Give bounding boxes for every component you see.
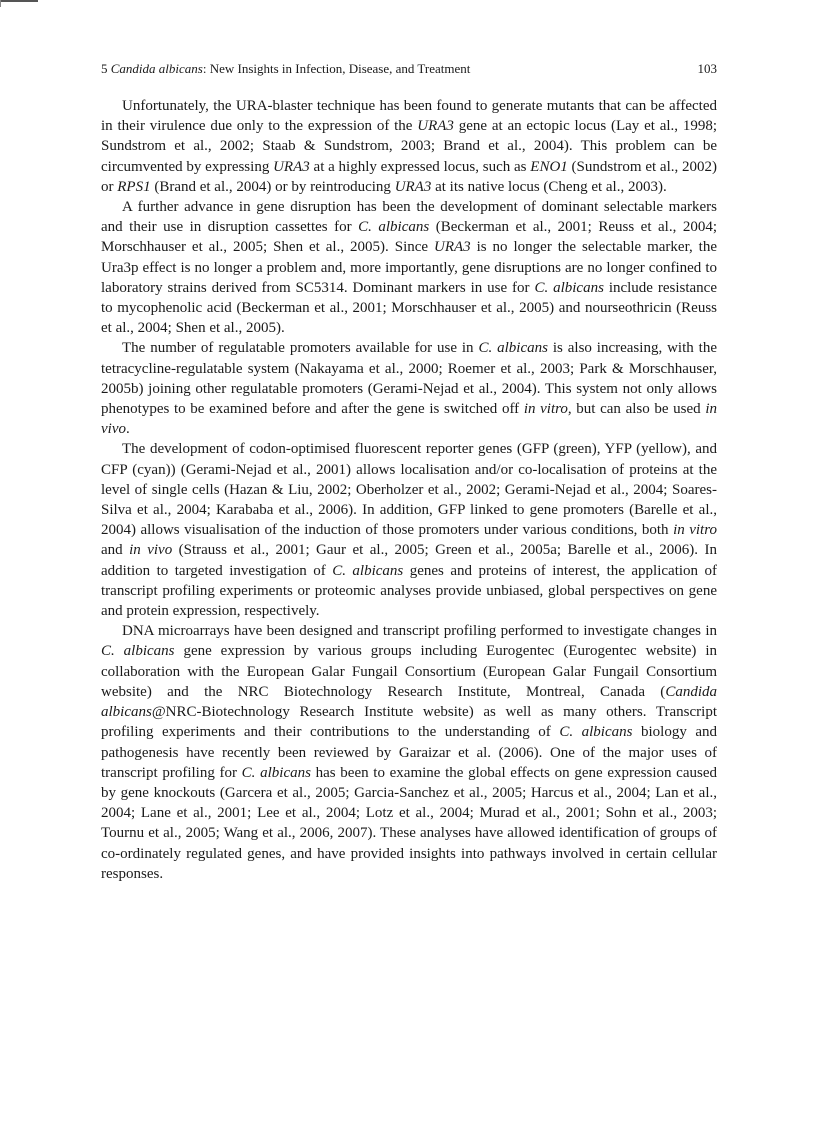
- italic-run: ENO1: [530, 158, 568, 175]
- page-number: 103: [697, 61, 717, 76]
- text-run: include resistance to mycophenolic acid (Beckerman et al., 2001; Morschhauser et al., 2005) and nourseothricin (Reuss et al., 2004; Shen et al., 2005).: [101, 279, 717, 337]
- text-run: (Strauss et al., 2001; Gaur et al., 2005; Green et al., 2005a; Barelle et al., 2006). In addition to targeted investigation of: [101, 542, 717, 579]
- italic-run: C. albicans: [478, 340, 548, 357]
- italic-run: in vivo: [129, 542, 173, 559]
- text-run: has been to examine the global effects on gene expression caused by gene knockouts (Garcera et al., 2005; Garcia-Sanchez et al., 2005; Harcus et al., 2004; Lan et al., 2004; Lane et al., 2001; Lee et al., 2004; Lotz et al., 2004; Murad et al., 2001; Sohn et al., 2003; Tournu et al., 2005; Wang et al., 2006, 2007). These analyses have allowed identification of groups of co-ordinately regulated genes, and have provided insights into pathways involved in certain cellular responses.: [101, 764, 717, 882]
- text-run: (Beckerman et al., 2001; Reuss et al., 2004; Morschhauser et al., 2005; Shen et al., 2005). Since: [101, 219, 717, 256]
- italic-run: URA3: [417, 118, 454, 135]
- body-text: [101, 96, 717, 884]
- italic-run: URA3: [394, 178, 432, 195]
- italic-run: C. albicans: [101, 643, 175, 660]
- paragraph: [101, 197, 717, 338]
- text-run: gene at an ectopic locus (Lay et al., 1998; Sundstrom et al., 2002; Staab & Sundstrom, 2003; Brand et al., 2004). This problem can be circumvented by expressing: [101, 118, 718, 175]
- text-run: DNA microarrays have been designed and transcript profiling performed to investigate changes in: [122, 623, 717, 640]
- crop-mark-vertical: [0, 0, 1, 7]
- italic-run: in vitro: [673, 522, 717, 539]
- text-run: is also increasing, with the tetracycline-regulatable system (Nakayama et al., 2000; Roemer et al., 2003; Park & Morschhauser, 2005b) joining other regulatable promoters (Gerami-Nejad et al., 2004). This system not only allows phenotypes to be examined before and after the gene is switched off: [101, 340, 717, 418]
- chapter-prefix: 5: [101, 61, 111, 76]
- italic-run: C. albicans: [534, 279, 604, 296]
- chapter-title-rest: : New Insights in Infection, Disease, and Treatment: [202, 61, 471, 76]
- text-run: The number of regulatable promoters available for use in: [122, 340, 479, 357]
- text-run: genes and proteins of interest, the application of transcript profiling experiments or proteomic analyses provide unbiased, global perspectives on gene and protein expression, respectively.: [101, 562, 717, 620]
- text-run: A further advance in gene disruption has been the development of dominant selectable markers and their use in disruption cassettes for: [101, 199, 717, 236]
- italic-run: Candida albicans: [101, 683, 717, 721]
- paragraph: [101, 338, 717, 439]
- italic-run: URA3: [434, 239, 471, 256]
- italic-run: C. albicans: [241, 764, 311, 781]
- italic-run: C. albicans: [559, 724, 633, 741]
- text-run: (Sundstrom et al., 2002) or: [101, 158, 718, 195]
- text-run: at a highly expressed locus, such as: [309, 158, 531, 175]
- text-run: .: [125, 421, 130, 438]
- crop-mark: [0, 0, 38, 2]
- italic-run: in vitro: [523, 401, 568, 418]
- paragraph: [101, 96, 717, 197]
- text-run: , but can also be used: [567, 401, 706, 418]
- paragraph: [101, 439, 717, 621]
- text-run: at its native locus (Cheng et al., 2003).: [431, 178, 667, 195]
- paragraph: [101, 621, 717, 884]
- chapter-title-italic: Candida albicans: [110, 61, 203, 76]
- text-run: (Brand et al., 2004) or by reintroducing: [150, 178, 395, 195]
- italic-run: C. albicans: [332, 562, 404, 579]
- text-run: biology and pathogenesis have recently been reviewed by Garaizar et al. (2006). One of the major uses of transcript profiling for: [101, 724, 718, 781]
- italic-run: URA3: [273, 158, 310, 175]
- text-run: is no longer the selectable marker, the Ura3p effect is no longer a problem and, more importantly, gene disruptions are no longer confined to laboratory strains derived from SC5314. Dominant markers in use for: [101, 239, 717, 296]
- running-head: [101, 61, 717, 77]
- text-run: Unfortunately, the URA-blaster technique has been found to generate mutants that can be affected in their virulence due only to the expression of the: [101, 98, 717, 135]
- italic-run: RPS1: [117, 178, 151, 195]
- chapter-title: [101, 61, 470, 77]
- text-run: gene expression by various groups including Eurogentec (Eurogentec website) in collaboration with the European Galar Fungail Consortium (European Galar Fungail Consortium website) and the NRC Biotechnology Research Institute, Montreal, Canada (: [101, 643, 717, 700]
- text-run: and: [101, 542, 130, 559]
- text-run: @NRC-Biotechnology Research Institute website) as well as many others. Transcript profiling experiments and their contributions to the understanding of: [101, 704, 717, 741]
- italic-run: in vivo: [101, 401, 717, 438]
- text-run: The development of codon-optimised fluorescent reporter genes (GFP (green), YFP (yellow), and CFP (cyan)) (Gerami-Nejad et al., 2001) allows localisation and/or co-localisation of proteins at the level of single cells (Hazan & Liu, 2002; Oberholzer et al., 2002; Gerami-Nejad et al., 2004; Soares-Silva et al., 2004; Karababa et al., 2006). In addition, GFP linked to gene promoters (Barelle et al., 2004) allows visualisation of the induction of those promoters under various conditions, both: [101, 441, 717, 539]
- italic-run: C. albicans: [358, 219, 430, 236]
